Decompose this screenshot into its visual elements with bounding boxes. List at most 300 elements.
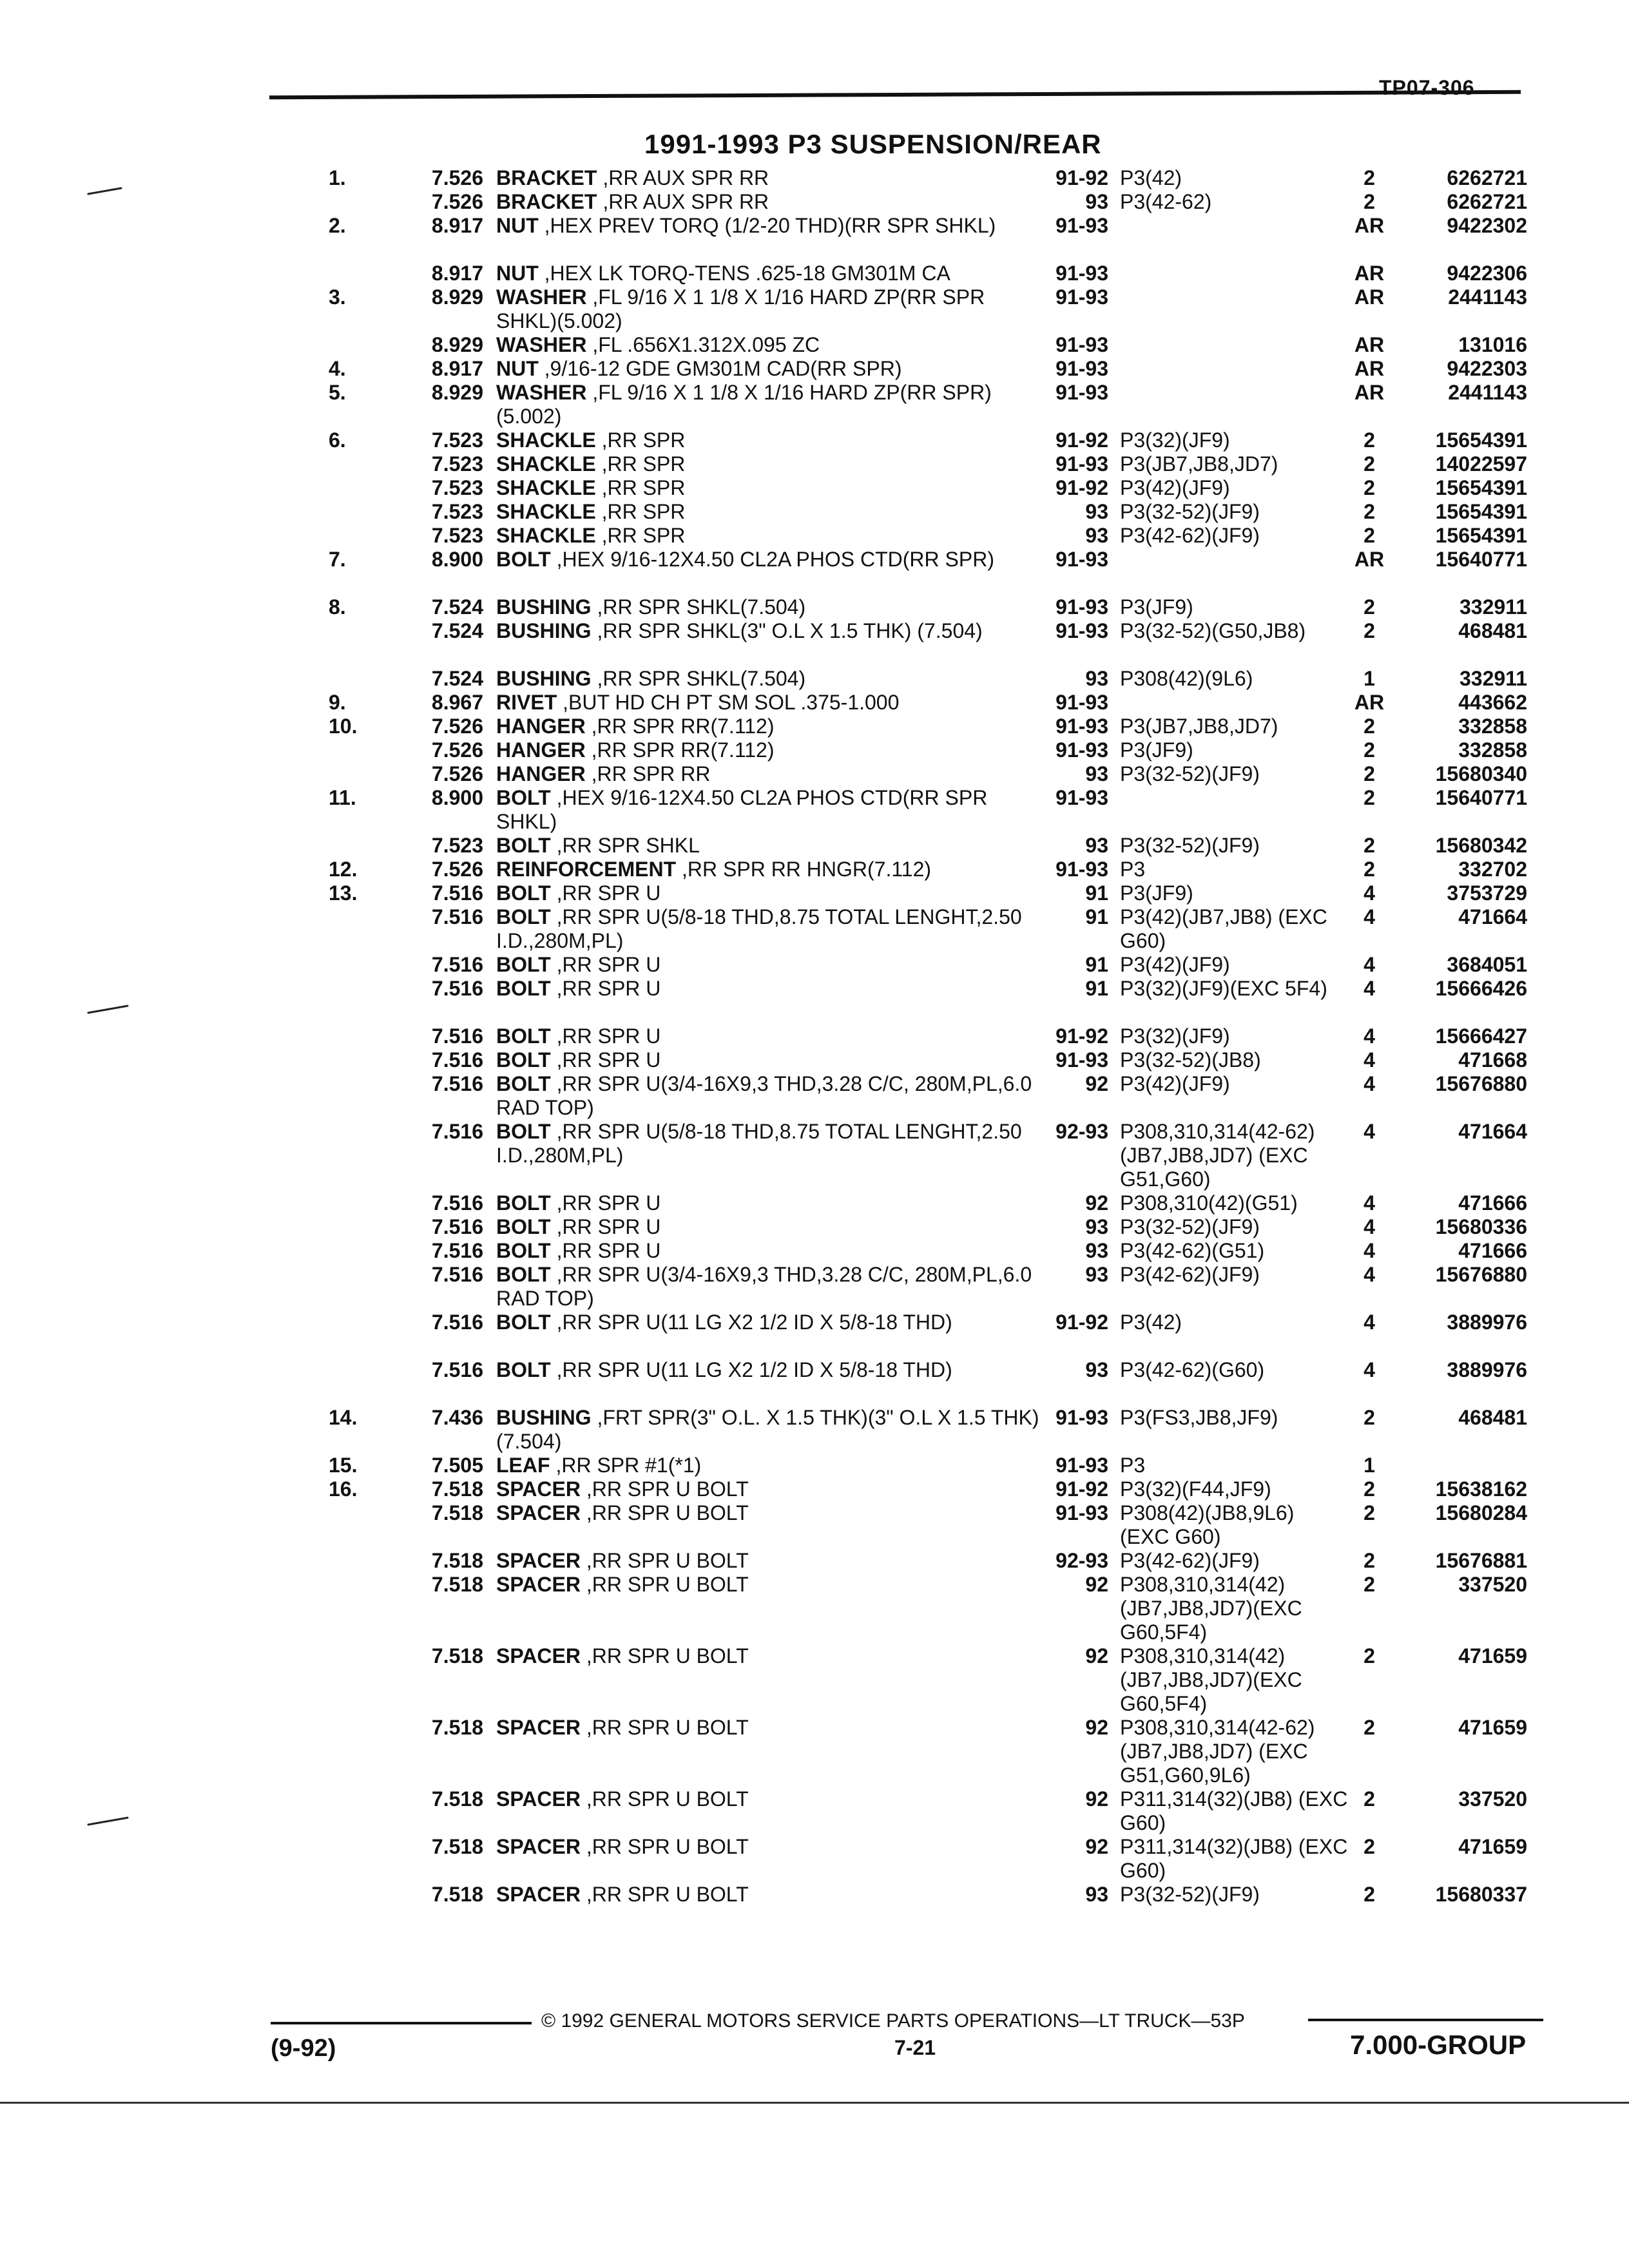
- model-years: 93: [1085, 667, 1108, 690]
- ref-number: 4.: [329, 357, 346, 380]
- part-number: 15680340: [1435, 762, 1527, 785]
- model-years: 92: [1085, 1644, 1108, 1667]
- part-name: SHACKLE: [496, 452, 596, 476]
- part-name: BRACKET: [496, 166, 597, 189]
- quantity: 2: [1364, 476, 1375, 499]
- part-description: [496, 977, 1044, 1001]
- group-number: 7.518: [431, 1477, 483, 1501]
- part-detail: ,FL 9/16 X 1 1/8 X 1/16 HARD ZP(RR SPR SHKL)(5.002): [496, 285, 985, 332]
- model-usage: P3(42-62): [1120, 190, 1212, 213]
- table-row: [0, 1406, 1629, 1454]
- group-number: 7.436: [431, 1406, 483, 1429]
- part-detail: ,RR SPR SHKL(7.504): [591, 667, 806, 690]
- model-years: 91-93: [1055, 381, 1108, 404]
- page-title: 1991-1993 P3 SUSPENSION/REAR: [644, 129, 1102, 159]
- part-detail: ,RR SPR U: [550, 1239, 661, 1262]
- part-description: [496, 285, 1044, 333]
- table-row: [0, 1191, 1629, 1215]
- model-years: 91: [1085, 905, 1108, 928]
- part-description: [496, 524, 1044, 548]
- part-name: LEAF: [496, 1454, 550, 1477]
- group-number: 7.526: [431, 738, 483, 762]
- model-years: 91-93: [1055, 285, 1108, 309]
- part-number: 443662: [1458, 691, 1527, 714]
- model-years: 93: [1085, 1883, 1108, 1906]
- group-number: 7.523: [431, 452, 483, 476]
- table-row: [0, 762, 1629, 786]
- part-number: 15680337: [1435, 1883, 1527, 1906]
- part-name: BOLT: [496, 1358, 551, 1381]
- part-detail: ,RR SPR RR(7.112): [585, 715, 775, 738]
- part-detail: ,RR SPR U: [550, 953, 661, 976]
- part-number: 15654391: [1435, 500, 1527, 523]
- table-row: [0, 1311, 1629, 1358]
- ref-number: 2.: [329, 214, 346, 237]
- part-detail: ,RR SPR U BOLT: [580, 1501, 749, 1524]
- model-usage: P3(JF9): [1120, 738, 1193, 762]
- group-number: 7.524: [431, 595, 483, 619]
- part-name: BOLT: [496, 1072, 551, 1095]
- model-usage: P3(32-52)(JF9): [1120, 1215, 1260, 1238]
- part-name: BOLT: [496, 834, 551, 857]
- table-row: [0, 667, 1629, 691]
- part-detail: ,HEX LK TORQ-TENS .625-18 GM301M CA: [538, 262, 950, 285]
- part-number: 3889976: [1447, 1311, 1527, 1334]
- quantity: AR: [1354, 548, 1385, 571]
- part-description: [496, 1406, 1044, 1454]
- part-name: REINFORCEMENT: [496, 858, 677, 881]
- ref-number: 5.: [329, 381, 346, 404]
- table-row: [0, 1835, 1629, 1883]
- model-years: 91-93: [1055, 262, 1108, 285]
- quantity: 4: [1364, 1072, 1375, 1095]
- quantity: 2: [1364, 595, 1375, 619]
- part-number: 471659: [1458, 1716, 1527, 1739]
- part-number: 332858: [1458, 738, 1527, 762]
- quantity: 2: [1364, 1644, 1375, 1667]
- group-number: 7.518: [431, 1835, 483, 1858]
- quantity: 2: [1364, 762, 1375, 785]
- part-description: [496, 262, 1044, 285]
- part-detail: ,RR SPR U(5/8-18 THD,8.75 TOTAL LENGHT,2.50 I.D.,280M,PL): [496, 1120, 1022, 1167]
- part-name: SHACKLE: [496, 428, 596, 452]
- part-name: BOLT: [496, 1239, 551, 1262]
- quantity: 4: [1364, 1191, 1375, 1215]
- group-number: 8.967: [431, 691, 483, 714]
- table-row: [0, 1358, 1629, 1406]
- model-years: 91-93: [1055, 1454, 1108, 1477]
- group-number: 8.929: [431, 285, 483, 309]
- part-detail: ,RR SPR: [595, 524, 686, 547]
- group-number: 8.900: [431, 548, 483, 571]
- part-name: SHACKLE: [496, 524, 596, 547]
- group-number: 7.523: [431, 834, 483, 857]
- part-name: WASHER: [496, 285, 587, 309]
- model-usage: P3(32)(F44,JF9): [1120, 1477, 1271, 1501]
- quantity: 4: [1364, 1239, 1375, 1262]
- ref-number: 1.: [329, 166, 346, 189]
- part-description: [496, 1191, 1044, 1215]
- model-years: 91-93: [1055, 858, 1108, 881]
- model-years: 91-92: [1055, 476, 1108, 499]
- ref-number: 14.: [329, 1406, 358, 1429]
- table-row: [0, 1239, 1629, 1263]
- quantity: 4: [1364, 977, 1375, 1000]
- quantity: 2: [1364, 452, 1375, 476]
- group-number: 7.516: [431, 1263, 483, 1286]
- part-name: BOLT: [496, 1263, 551, 1286]
- quantity: 1: [1364, 667, 1375, 690]
- group-number: 7.516: [431, 1072, 483, 1095]
- part-detail: ,RR AUX SPR RR: [597, 166, 769, 189]
- part-name: WASHER: [496, 333, 587, 356]
- group-number: 7.516: [431, 1120, 483, 1143]
- part-description: [496, 500, 1044, 524]
- bottom-rule: [0, 2102, 1629, 2104]
- part-number: 14022597: [1435, 452, 1527, 476]
- model-usage: P3(32-52)(JF9): [1120, 500, 1260, 523]
- part-number: 15676880: [1435, 1263, 1527, 1286]
- table-row: [0, 691, 1629, 715]
- model-years: 91: [1085, 881, 1108, 905]
- part-detail: ,RR SPR U: [550, 1024, 661, 1048]
- footer-rule-left: [271, 2022, 532, 2024]
- part-number: 15676880: [1435, 1072, 1527, 1095]
- model-usage: P3(32)(JF9)(EXC 5F4): [1120, 977, 1327, 1000]
- model-usage: P3(32-52)(JF9): [1120, 762, 1260, 785]
- part-name: BOLT: [496, 1215, 551, 1238]
- part-name: HANGER: [496, 738, 586, 762]
- table-row: [0, 834, 1629, 858]
- copyright-line: © 1992 GENERAL MOTORS SERVICE PARTS OPERATIONS—LT TRUCK—53P: [541, 2010, 1245, 2032]
- quantity: AR: [1354, 333, 1385, 356]
- part-name: SPACER: [496, 1573, 581, 1596]
- model-usage: P308,310,314(42) (JB7,JB8,JD7)(EXC G60,5F4): [1120, 1573, 1302, 1644]
- group-number: 8.929: [431, 333, 483, 356]
- group-number: 7.526: [431, 858, 483, 881]
- part-number: 15654391: [1435, 476, 1527, 499]
- quantity: 2: [1364, 500, 1375, 523]
- group-number: 7.516: [431, 1239, 483, 1262]
- part-description: [496, 190, 1044, 214]
- group-number: 7.518: [431, 1716, 483, 1739]
- part-description: [496, 333, 1044, 357]
- model-usage: P3: [1120, 858, 1146, 881]
- part-name: BUSHING: [496, 1406, 592, 1429]
- part-description: [496, 1644, 1044, 1668]
- group-number: 8.917: [431, 262, 483, 285]
- model-years: 93: [1085, 762, 1108, 785]
- ref-number: 16.: [329, 1477, 358, 1501]
- table-row: [0, 738, 1629, 762]
- part-description: [496, 953, 1044, 977]
- table-row: [0, 786, 1629, 834]
- model-usage: P3(32)(JF9): [1120, 1024, 1230, 1048]
- model-usage: P3(42)(JB7,JB8) (EXC G60): [1120, 905, 1327, 952]
- part-name: BOLT: [496, 548, 551, 571]
- part-detail: ,RR SPR RR(7.112): [585, 738, 775, 762]
- part-number: 9422302: [1447, 214, 1527, 237]
- part-number: 471664: [1458, 905, 1527, 928]
- part-number: 15640771: [1435, 786, 1527, 809]
- model-years: 93: [1085, 500, 1108, 523]
- table-row: [0, 905, 1629, 953]
- part-number: 15638162: [1435, 1477, 1527, 1501]
- model-years: 91-93: [1055, 715, 1108, 738]
- part-description: [496, 738, 1044, 762]
- group-number: 7.518: [431, 1787, 483, 1811]
- part-description: [496, 1263, 1044, 1311]
- model-usage: P3(42-62)(JF9): [1120, 1549, 1260, 1572]
- part-name: BOLT: [496, 1120, 551, 1143]
- quantity: 2: [1364, 834, 1375, 857]
- part-description: [496, 1835, 1044, 1859]
- part-name: SHACKLE: [496, 500, 596, 523]
- quantity: 4: [1364, 1263, 1375, 1286]
- quantity: 1: [1364, 1454, 1375, 1477]
- model-years: 91-93: [1055, 1406, 1108, 1429]
- quantity: 4: [1364, 881, 1375, 905]
- quantity: 4: [1364, 1024, 1375, 1048]
- part-name: BOLT: [496, 905, 551, 928]
- quantity: AR: [1354, 285, 1385, 309]
- quantity: 2: [1364, 1883, 1375, 1906]
- part-number: 471664: [1458, 1120, 1527, 1143]
- part-number: 471659: [1458, 1835, 1527, 1858]
- part-name: SPACER: [496, 1644, 581, 1667]
- part-description: [496, 1120, 1044, 1168]
- group-number: 7.524: [431, 667, 483, 690]
- table-row: [0, 1716, 1629, 1787]
- table-row: [0, 1048, 1629, 1072]
- part-name: SPACER: [496, 1883, 581, 1906]
- quantity: 4: [1364, 1048, 1375, 1072]
- part-description: [496, 595, 1044, 619]
- group-number: 7.524: [431, 619, 483, 642]
- part-description: [496, 357, 1044, 381]
- part-name: RIVET: [496, 691, 557, 714]
- part-detail: ,RR SPR U: [550, 1191, 661, 1215]
- table-row: [0, 1883, 1629, 1907]
- ref-number: 11.: [329, 786, 356, 809]
- model-usage: P308(42)(JB8,9L6) (EXC G60): [1120, 1501, 1295, 1548]
- part-detail: ,RR SPR: [595, 428, 686, 452]
- part-name: BUSHING: [496, 667, 592, 690]
- part-number: 131016: [1458, 333, 1527, 356]
- group-number: 7.516: [431, 953, 483, 976]
- part-name: NUT: [496, 262, 539, 285]
- part-description: [496, 1477, 1044, 1501]
- model-usage: P308,310,314(42-62)(JB7,JB8,JD7) (EXC G51,G60): [1120, 1120, 1315, 1191]
- model-years: 91-92: [1055, 1477, 1108, 1501]
- group-number: 7.516: [431, 1048, 483, 1072]
- table-row: [0, 357, 1629, 381]
- table-row: [0, 1644, 1629, 1716]
- part-number: 337520: [1458, 1573, 1527, 1596]
- part-detail: ,RR SPR U(11 LG X2 1/2 ID X 5/8-18 THD): [550, 1358, 952, 1381]
- part-name: BOLT: [496, 1024, 551, 1048]
- part-description: [496, 452, 1044, 476]
- part-name: BOLT: [496, 953, 551, 976]
- table-row: [0, 595, 1629, 619]
- quantity: 2: [1364, 1549, 1375, 1572]
- model-years: 91: [1085, 977, 1108, 1000]
- part-number: 15676881: [1435, 1549, 1527, 1572]
- model-years: 92: [1085, 1835, 1108, 1858]
- group-number: 7.518: [431, 1549, 483, 1572]
- table-row: [0, 262, 1629, 285]
- footer-rule-right: [1308, 2019, 1543, 2021]
- quantity: 2: [1364, 428, 1375, 452]
- part-description: [496, 619, 1044, 643]
- table-row: [0, 333, 1629, 357]
- page-number: 7-21: [894, 2036, 936, 2059]
- model-years: 91-92: [1055, 1311, 1108, 1334]
- table-row: [0, 619, 1629, 667]
- model-usage: P311,314(32)(JB8) (EXC G60): [1120, 1787, 1348, 1834]
- group-number: 7.518: [431, 1573, 483, 1596]
- page-code: TP07-306: [1379, 76, 1475, 99]
- quantity: 4: [1364, 1358, 1375, 1381]
- part-number: 15680284: [1435, 1501, 1527, 1524]
- part-name: SPACER: [496, 1477, 581, 1501]
- part-description: [496, 381, 1044, 428]
- part-description: [496, 476, 1044, 500]
- part-detail: ,RR SPR U BOLT: [580, 1835, 749, 1858]
- ref-number: 9.: [329, 691, 346, 714]
- part-description: [496, 214, 1044, 238]
- part-name: SPACER: [496, 1787, 581, 1811]
- model-usage: P3(42)(JF9): [1120, 1072, 1230, 1095]
- group-number: 8.929: [431, 381, 483, 404]
- table-row: [0, 1024, 1629, 1048]
- part-number: 332911: [1459, 595, 1527, 619]
- part-name: WASHER: [496, 381, 587, 404]
- part-number: 471659: [1458, 1644, 1527, 1667]
- part-name: HANGER: [496, 715, 586, 738]
- model-years: 91-92: [1055, 1024, 1108, 1048]
- quantity: 4: [1364, 905, 1375, 928]
- quantity: AR: [1354, 691, 1385, 714]
- part-number: 15640771: [1435, 548, 1527, 571]
- part-description: [496, 1072, 1044, 1120]
- part-detail: ,RR SPR: [595, 476, 686, 499]
- part-description: [496, 166, 1044, 190]
- quantity: 4: [1364, 953, 1375, 976]
- model-usage: P311,314(32)(JB8) (EXC G60): [1120, 1835, 1348, 1882]
- table-row: [0, 1215, 1629, 1239]
- model-years: 93: [1085, 1263, 1108, 1286]
- part-detail: ,RR SPR U BOLT: [580, 1573, 749, 1596]
- model-usage: P3(42-62)(G51): [1120, 1239, 1265, 1262]
- part-number: 468481: [1458, 1406, 1527, 1429]
- part-detail: ,RR AUX SPR RR: [597, 190, 769, 213]
- quantity: AR: [1354, 262, 1385, 285]
- table-row: [0, 548, 1629, 595]
- part-number: 337520: [1458, 1787, 1527, 1811]
- ref-number: 3.: [329, 285, 346, 309]
- part-detail: ,RR SPR U(11 LG X2 1/2 ID X 5/8-18 THD): [550, 1311, 952, 1334]
- part-description: [496, 881, 1044, 905]
- model-years: 93: [1085, 190, 1108, 213]
- part-number: 332911: [1459, 667, 1527, 690]
- part-name: BOLT: [496, 881, 551, 905]
- model-usage: P3(42): [1120, 1311, 1182, 1334]
- model-usage: P3: [1120, 1454, 1146, 1477]
- group-number: 7.516: [431, 881, 483, 905]
- group-number: 7.526: [431, 715, 483, 738]
- table-row: [0, 524, 1629, 548]
- group-number: 7.516: [431, 1191, 483, 1215]
- model-years: 93: [1085, 1358, 1108, 1381]
- part-description: [496, 1501, 1044, 1525]
- part-detail: ,HEX PREV TORQ (1/2-20 THD)(RR SPR SHKL): [538, 214, 996, 237]
- part-detail: ,RR SPR U BOLT: [580, 1787, 749, 1811]
- part-name: SPACER: [496, 1549, 581, 1572]
- part-number: 471668: [1458, 1048, 1527, 1072]
- table-row: [0, 881, 1629, 905]
- part-name: BOLT: [496, 977, 551, 1000]
- quantity: 2: [1364, 619, 1375, 642]
- quantity: 2: [1364, 166, 1375, 189]
- part-number: 3753729: [1447, 881, 1527, 905]
- part-detail: ,RR SPR U: [550, 977, 661, 1000]
- group-number: 7.516: [431, 1024, 483, 1048]
- model-usage: P3(32-52)(G50,JB8): [1120, 619, 1306, 642]
- quantity: 4: [1364, 1311, 1375, 1334]
- part-name: BOLT: [496, 1048, 551, 1072]
- part-description: [496, 786, 1044, 834]
- table-row: [0, 214, 1629, 262]
- revision-date: (9-92): [271, 2035, 336, 2062]
- part-number: 332858: [1458, 715, 1527, 738]
- model-years: 91-93: [1055, 786, 1108, 809]
- part-name: SHACKLE: [496, 476, 596, 499]
- table-row: [0, 977, 1629, 1024]
- part-number: 471666: [1458, 1191, 1527, 1215]
- table-row: [0, 1573, 1629, 1644]
- model-years: 91-93: [1055, 548, 1108, 571]
- group-number: 7.516: [431, 1358, 483, 1381]
- model-usage: P3(42-62)(JF9): [1120, 1263, 1260, 1286]
- part-description: [496, 1883, 1044, 1907]
- part-description: [496, 1454, 1044, 1477]
- part-number: 9422306: [1447, 262, 1527, 285]
- model-years: 91-93: [1055, 595, 1108, 619]
- model-usage: P308(42)(9L6): [1120, 667, 1253, 690]
- part-description: [496, 667, 1044, 691]
- part-detail: ,RR SPR RR HNGR(7.112): [676, 858, 932, 881]
- part-name: NUT: [496, 214, 539, 237]
- group-number: 7.523: [431, 428, 483, 452]
- part-description: [496, 1716, 1044, 1740]
- part-number: 15666427: [1435, 1024, 1527, 1048]
- quantity: 2: [1364, 786, 1375, 809]
- model-years: 91-93: [1055, 333, 1108, 356]
- part-name: SPACER: [496, 1501, 581, 1524]
- model-usage: P3(42)(JF9): [1120, 476, 1230, 499]
- part-number: 3889976: [1447, 1358, 1527, 1381]
- model-usage: P3(42)(JF9): [1120, 953, 1230, 976]
- quantity: AR: [1354, 214, 1385, 237]
- part-description: [496, 548, 1044, 572]
- ref-number: 15.: [329, 1454, 358, 1477]
- group-number: 7.516: [431, 1215, 483, 1238]
- part-detail: ,RR SPR U BOLT: [580, 1716, 749, 1739]
- part-description: [496, 1787, 1044, 1811]
- model-years: 91-93: [1055, 1501, 1108, 1524]
- part-description: [496, 858, 1044, 881]
